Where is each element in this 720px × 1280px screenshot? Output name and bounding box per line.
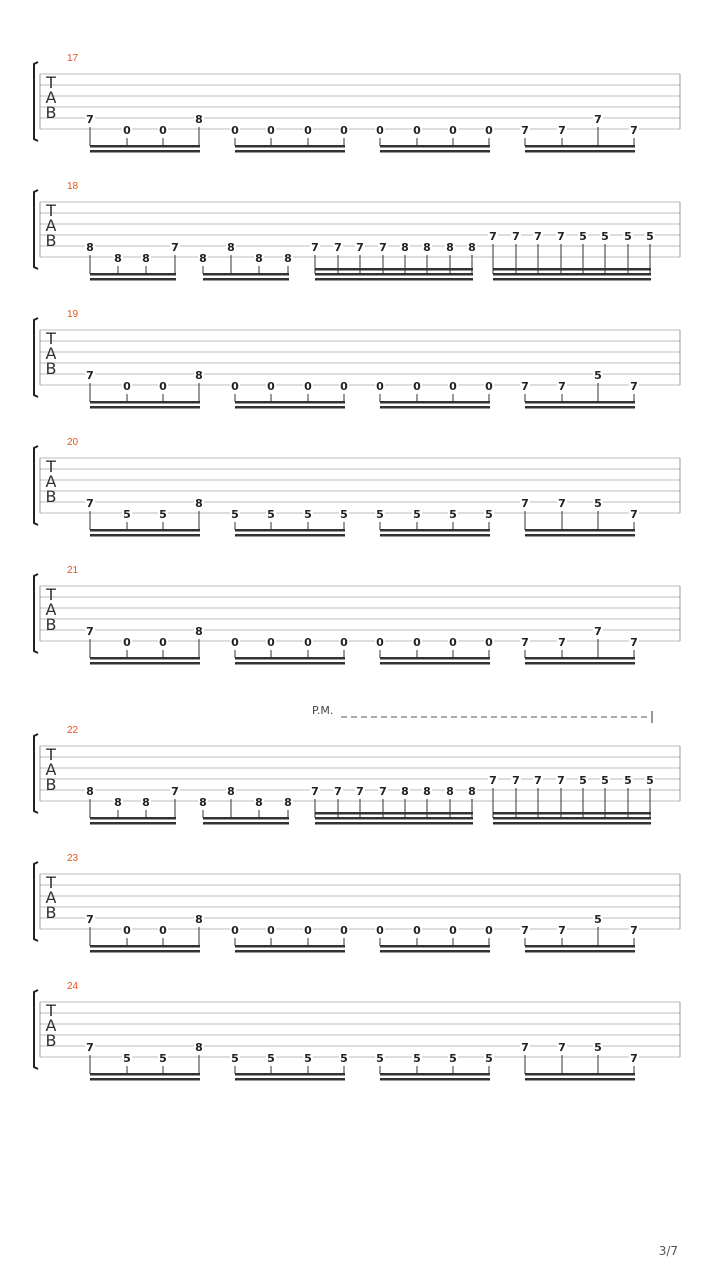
fret-number: 8 — [114, 796, 122, 809]
note-group — [85, 1041, 204, 1081]
fret-number: 8 — [86, 785, 94, 798]
beam — [90, 657, 200, 660]
fret-number: 8 — [423, 241, 431, 254]
fret-number: 7 — [630, 924, 638, 937]
beam — [315, 268, 473, 271]
fret-number: 7 — [86, 113, 94, 126]
beam — [493, 822, 651, 825]
beam — [493, 268, 651, 271]
beam — [525, 1078, 635, 1081]
note-group — [520, 113, 639, 153]
fret-number: 7 — [489, 774, 497, 787]
fret-number: 5 — [646, 230, 654, 243]
measure-22 — [34, 725, 680, 825]
tab-clef-letter: B — [45, 903, 57, 922]
note-group — [520, 625, 639, 665]
fret-number: 0 — [376, 380, 384, 393]
fret-number: 5 — [123, 508, 131, 521]
fret-number: 0 — [340, 380, 348, 393]
beam — [235, 150, 345, 153]
note-group — [198, 241, 293, 281]
beam — [380, 1078, 490, 1081]
fret-number: 5 — [624, 774, 632, 787]
fret-number: 0 — [304, 124, 312, 137]
fret-number: 8 — [195, 497, 203, 510]
tab-clef-letter: T — [46, 73, 56, 92]
beam — [380, 662, 490, 665]
beam — [315, 822, 473, 825]
note-group — [375, 508, 494, 537]
note-group — [85, 241, 180, 281]
fret-number: 8 — [468, 785, 476, 798]
fret-number: 0 — [449, 924, 457, 937]
fret-number: 0 — [449, 636, 457, 649]
fret-number: 0 — [123, 924, 131, 937]
measure-17 — [34, 53, 680, 153]
system-bracket — [34, 62, 38, 141]
tab-clef-letter: T — [46, 873, 56, 892]
beam — [90, 822, 176, 825]
beam — [525, 662, 635, 665]
fret-number: 5 — [267, 1052, 275, 1065]
beam — [235, 657, 345, 660]
beam — [235, 529, 345, 532]
fret-number: 0 — [449, 124, 457, 137]
fret-number: 5 — [340, 508, 348, 521]
tab-clef-letter: T — [46, 329, 56, 348]
beam — [525, 145, 635, 148]
tab-clef-letter: A — [45, 1016, 57, 1035]
fret-number: 7 — [334, 785, 342, 798]
fret-number: 8 — [446, 785, 454, 798]
fret-number: 0 — [231, 380, 239, 393]
fret-number: 8 — [195, 369, 203, 382]
note-group — [375, 924, 494, 953]
fret-number: 5 — [449, 1052, 457, 1065]
fret-number: 0 — [159, 124, 167, 137]
fret-number: 0 — [485, 124, 493, 137]
fret-number: 7 — [630, 508, 638, 521]
beam — [380, 529, 490, 532]
fret-number: 5 — [376, 508, 384, 521]
tab-clef-letter: A — [45, 88, 57, 107]
beam — [380, 1073, 490, 1076]
beam — [90, 662, 200, 665]
tab-clef-letter: A — [45, 344, 57, 363]
measure-number: 17 — [67, 53, 79, 64]
beam — [525, 534, 635, 537]
fret-number: 7 — [521, 380, 529, 393]
fret-number: 8 — [142, 796, 150, 809]
beam — [90, 945, 200, 948]
page-number: 3/7 — [658, 1244, 678, 1258]
fret-number: 8 — [195, 1041, 203, 1054]
fret-number: 0 — [267, 924, 275, 937]
note-group — [85, 625, 204, 665]
measure-number: 19 — [67, 309, 79, 320]
fret-number: 7 — [534, 774, 542, 787]
fret-number: 8 — [227, 785, 235, 798]
fret-number: 8 — [227, 241, 235, 254]
note-group — [85, 785, 180, 825]
beam — [90, 150, 200, 153]
fret-number: 7 — [86, 1041, 94, 1054]
beam — [90, 401, 200, 404]
fret-number: 0 — [304, 636, 312, 649]
fret-number: 7 — [558, 124, 566, 137]
fret-number: 8 — [199, 252, 207, 265]
note-group — [230, 380, 349, 409]
fret-number: 7 — [558, 924, 566, 937]
beam — [525, 945, 635, 948]
measure-24 — [34, 981, 680, 1081]
fret-number: 0 — [231, 924, 239, 937]
fret-number: 7 — [379, 241, 387, 254]
beam — [90, 817, 176, 820]
fret-number: 7 — [558, 636, 566, 649]
beam — [493, 273, 651, 276]
beam — [90, 1073, 200, 1076]
note-group — [488, 774, 655, 825]
system-bracket — [34, 862, 38, 941]
fret-number: 7 — [334, 241, 342, 254]
tab-clef-letter: T — [46, 457, 56, 476]
fret-number: 8 — [446, 241, 454, 254]
note-group — [85, 913, 204, 953]
measure-18 — [34, 181, 680, 281]
fret-number: 0 — [340, 636, 348, 649]
fret-number: 0 — [159, 924, 167, 937]
measure-23 — [34, 853, 680, 953]
beam — [235, 1078, 345, 1081]
tab-clef-letter: A — [45, 888, 57, 907]
beam — [203, 273, 289, 276]
note-group — [375, 124, 494, 153]
fret-number: 7 — [521, 636, 529, 649]
fret-number: 0 — [485, 924, 493, 937]
measure-number: 23 — [67, 853, 79, 864]
fret-number: 0 — [340, 124, 348, 137]
fret-number: 8 — [86, 241, 94, 254]
fret-number: 5 — [159, 508, 167, 521]
system-bracket — [34, 734, 38, 813]
fret-number: 7 — [311, 241, 319, 254]
beam — [525, 1073, 635, 1076]
system-bracket — [34, 190, 38, 269]
fret-number: 5 — [340, 1052, 348, 1065]
fret-number: 7 — [630, 1052, 638, 1065]
fret-number: 7 — [558, 1041, 566, 1054]
beam — [525, 406, 635, 409]
fret-number: 8 — [255, 796, 263, 809]
tab-clef-letter: A — [45, 600, 57, 619]
fret-number: 7 — [171, 785, 179, 798]
fret-number: 0 — [485, 380, 493, 393]
fret-number: 5 — [594, 913, 602, 926]
fret-number: 0 — [123, 636, 131, 649]
measure-number: 24 — [67, 981, 79, 992]
fret-number: 8 — [195, 625, 203, 638]
fret-number: 7 — [86, 625, 94, 638]
palm-mute-label: P.M. — [312, 704, 334, 717]
fret-number: 0 — [376, 124, 384, 137]
fret-number: 8 — [199, 796, 207, 809]
beam — [525, 950, 635, 953]
fret-number: 5 — [159, 1052, 167, 1065]
fret-number: 5 — [601, 230, 609, 243]
beam — [525, 657, 635, 660]
tab-clef-letter: B — [45, 103, 57, 122]
beam — [315, 278, 473, 281]
measure-19 — [34, 309, 680, 409]
beam — [90, 145, 200, 148]
tab-clef-letter: T — [46, 585, 56, 604]
note-group — [198, 785, 293, 825]
fret-number: 0 — [123, 380, 131, 393]
note-group — [230, 1052, 349, 1081]
beam — [235, 950, 345, 953]
measure-number: 18 — [67, 181, 79, 192]
system-bracket — [34, 574, 38, 653]
beam — [203, 822, 289, 825]
fret-number: 5 — [594, 1041, 602, 1054]
fret-number: 7 — [558, 497, 566, 510]
fret-number: 7 — [86, 913, 94, 926]
note-group — [230, 924, 349, 953]
beam — [380, 945, 490, 948]
fret-number: 5 — [304, 508, 312, 521]
beam — [380, 150, 490, 153]
fret-number: 0 — [485, 636, 493, 649]
fret-number: 8 — [284, 796, 292, 809]
beam — [493, 812, 651, 815]
fret-number: 8 — [284, 252, 292, 265]
fret-number: 0 — [413, 380, 421, 393]
beam — [380, 145, 490, 148]
beam — [235, 662, 345, 665]
note-group — [85, 497, 204, 537]
fret-number: 0 — [159, 380, 167, 393]
measure-number: 20 — [67, 437, 79, 448]
fret-number: 0 — [304, 380, 312, 393]
beam — [525, 401, 635, 404]
beam — [90, 273, 176, 276]
note-group — [310, 785, 477, 825]
fret-number: 7 — [630, 124, 638, 137]
beam — [380, 406, 490, 409]
fret-number: 7 — [521, 1041, 529, 1054]
note-group — [375, 636, 494, 665]
fret-number: 5 — [485, 1052, 493, 1065]
note-group — [310, 241, 477, 281]
fret-number: 8 — [195, 913, 203, 926]
fret-number: 0 — [231, 636, 239, 649]
fret-number: 5 — [594, 369, 602, 382]
fret-number: 7 — [356, 785, 364, 798]
measure-number: 22 — [67, 725, 79, 736]
measure-21 — [34, 565, 680, 665]
fret-number: 7 — [534, 230, 542, 243]
note-group — [85, 113, 204, 153]
beam — [90, 1078, 200, 1081]
fret-number: 7 — [521, 497, 529, 510]
tab-clef-letter: A — [45, 472, 57, 491]
beam — [203, 817, 289, 820]
fret-number: 5 — [579, 230, 587, 243]
beam — [315, 817, 473, 820]
fret-number: 7 — [86, 369, 94, 382]
fret-number: 5 — [376, 1052, 384, 1065]
beam — [235, 406, 345, 409]
beam — [235, 401, 345, 404]
fret-number: 0 — [267, 124, 275, 137]
fret-number: 7 — [558, 380, 566, 393]
tab-clef-letter: T — [46, 745, 56, 764]
fret-number: 7 — [356, 241, 364, 254]
fret-number: 5 — [601, 774, 609, 787]
note-group — [375, 1052, 494, 1081]
fret-number: 7 — [521, 924, 529, 937]
note-group — [488, 230, 655, 281]
fret-number: 0 — [413, 924, 421, 937]
fret-number: 5 — [594, 497, 602, 510]
tab-clef-letter: A — [45, 760, 57, 779]
note-group — [520, 497, 639, 537]
note-group — [520, 1041, 639, 1081]
fret-number: 0 — [449, 380, 457, 393]
beam — [380, 657, 490, 660]
fret-number: 0 — [413, 124, 421, 137]
beam — [235, 1073, 345, 1076]
beam — [235, 145, 345, 148]
fret-number: 8 — [255, 252, 263, 265]
beam — [493, 817, 651, 820]
fret-number: 0 — [267, 636, 275, 649]
fret-number: 0 — [231, 124, 239, 137]
fret-number: 0 — [159, 636, 167, 649]
beam — [90, 950, 200, 953]
measure-number: 21 — [67, 565, 79, 576]
fret-number: 8 — [401, 785, 409, 798]
fret-number: 7 — [311, 785, 319, 798]
fret-number: 7 — [557, 774, 565, 787]
tab-clef-letter: B — [45, 1031, 57, 1050]
tab-clef-letter: B — [45, 231, 57, 250]
fret-number: 7 — [594, 113, 602, 126]
beam — [90, 278, 176, 281]
tab-clef-letter: T — [46, 1001, 56, 1020]
beam — [525, 529, 635, 532]
fret-number: 5 — [449, 508, 457, 521]
fret-number: 8 — [142, 252, 150, 265]
beam — [315, 812, 473, 815]
beam — [525, 150, 635, 153]
fret-number: 0 — [376, 636, 384, 649]
fret-number: 8 — [114, 252, 122, 265]
fret-number: 5 — [485, 508, 493, 521]
fret-number: 8 — [423, 785, 431, 798]
tab-clef-letter: B — [45, 359, 57, 378]
beam — [235, 534, 345, 537]
fret-number: 8 — [401, 241, 409, 254]
system-bracket — [34, 446, 38, 525]
beam — [90, 406, 200, 409]
fret-number: 7 — [630, 380, 638, 393]
beam — [380, 401, 490, 404]
note-group — [230, 124, 349, 153]
note-group — [520, 913, 639, 953]
fret-number: 0 — [340, 924, 348, 937]
note-group — [520, 369, 639, 409]
beam — [90, 529, 200, 532]
fret-number: 7 — [379, 785, 387, 798]
note-group — [85, 369, 204, 409]
fret-number: 7 — [594, 625, 602, 638]
beam — [235, 945, 345, 948]
beam — [315, 273, 473, 276]
fret-number: 0 — [123, 124, 131, 137]
note-group — [230, 636, 349, 665]
fret-number: 7 — [557, 230, 565, 243]
system-bracket — [34, 990, 38, 1069]
fret-number: 5 — [231, 508, 239, 521]
fret-number: 7 — [86, 497, 94, 510]
fret-number: 5 — [646, 774, 654, 787]
fret-number: 5 — [413, 1052, 421, 1065]
tab-clef-letter: B — [45, 615, 57, 634]
fret-number: 7 — [512, 230, 520, 243]
fret-number: 5 — [579, 774, 587, 787]
fret-number: 7 — [171, 241, 179, 254]
fret-number: 8 — [195, 113, 203, 126]
tab-clef-letter: T — [46, 201, 56, 220]
fret-number: 7 — [512, 774, 520, 787]
fret-number: 5 — [123, 1052, 131, 1065]
fret-number: 5 — [231, 1052, 239, 1065]
fret-number: 5 — [624, 230, 632, 243]
measure-20 — [34, 437, 680, 537]
beam — [203, 278, 289, 281]
fret-number: 5 — [304, 1052, 312, 1065]
beam — [493, 278, 651, 281]
tab-clef-letter: B — [45, 775, 57, 794]
fret-number: 0 — [304, 924, 312, 937]
tab-clef-letter: A — [45, 216, 57, 235]
fret-number: 0 — [376, 924, 384, 937]
fret-number: 0 — [413, 636, 421, 649]
fret-number: 7 — [489, 230, 497, 243]
fret-number: 8 — [468, 241, 476, 254]
beam — [90, 534, 200, 537]
note-group — [230, 508, 349, 537]
fret-number: 5 — [267, 508, 275, 521]
fret-number: 7 — [630, 636, 638, 649]
beam — [380, 534, 490, 537]
fret-number: 5 — [413, 508, 421, 521]
fret-number: 0 — [267, 380, 275, 393]
note-group — [375, 380, 494, 409]
tab-clef-letter: B — [45, 487, 57, 506]
fret-number: 7 — [521, 124, 529, 137]
system-bracket — [34, 318, 38, 397]
beam — [380, 950, 490, 953]
